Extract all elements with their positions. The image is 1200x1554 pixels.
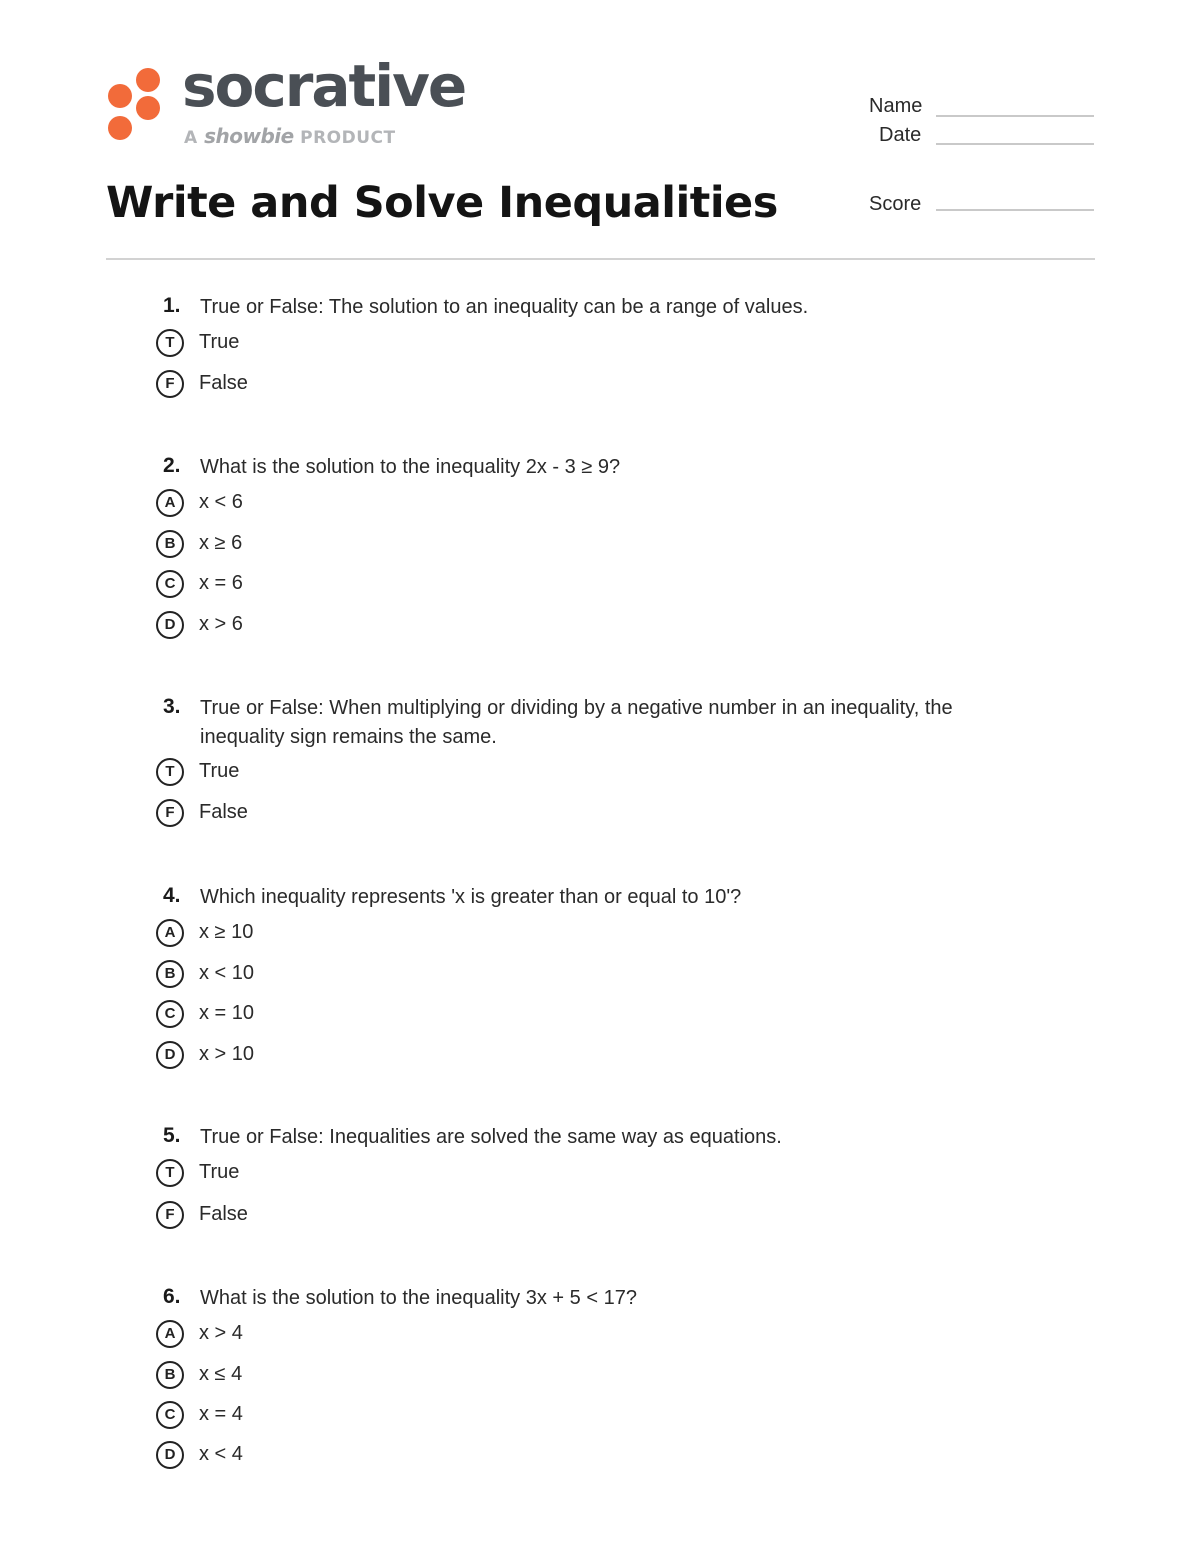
option-label: x ≥ 6 <box>199 532 243 554</box>
option-label: x > 10 <box>199 1043 255 1065</box>
option-label: x > 6 <box>199 613 243 635</box>
question-number: 5. <box>163 1124 181 1147</box>
question-number: 1. <box>163 294 181 317</box>
question-number: 4. <box>163 884 181 907</box>
question-number: 2. <box>163 454 181 477</box>
option-letter-badge[interactable]: B <box>156 960 184 988</box>
question-text: True or False: Inequalities are solved the same way as equations. <box>200 1126 782 1148</box>
question-text: True or False: The solution to an inequality can be a range of values. <box>200 296 809 318</box>
brand-tagline <box>184 124 396 148</box>
option-letter-badge[interactable]: F <box>156 799 184 827</box>
option-label: x ≤ 4 <box>199 1363 243 1385</box>
question-number: 6. <box>163 1285 181 1308</box>
option-letter-badge[interactable]: C <box>156 1000 184 1028</box>
option-letter-badge[interactable]: F <box>156 370 184 398</box>
option-letter-badge[interactable]: A <box>156 489 184 517</box>
question-text: True or False: When multiplying or dividing by a negative number in an inequality, the inequality sign remains the same. <box>200 697 953 748</box>
option-letter-badge[interactable]: C <box>156 1401 184 1429</box>
option-label: True <box>199 331 240 353</box>
tagline-suffix: PRODUCT <box>300 128 396 148</box>
score-label: Score <box>869 193 922 215</box>
option-label: x < 10 <box>199 962 255 984</box>
option-label: x = 4 <box>199 1403 243 1425</box>
score-field[interactable] <box>936 209 1094 211</box>
option-letter-badge[interactable]: D <box>156 1441 184 1469</box>
option-letter-badge[interactable]: D <box>156 1041 184 1069</box>
name-field[interactable] <box>936 115 1094 117</box>
question-text: What is the solution to the inequality 2x - 3 ≥ 9? <box>200 456 621 478</box>
option-letter-badge[interactable]: D <box>156 611 184 639</box>
option-label: False <box>199 372 248 394</box>
tagline-company: showbie <box>204 124 294 148</box>
question-text: Which inequality represents 'x is greater than or equal to 10'? <box>200 886 742 908</box>
option-letter-badge[interactable]: F <box>156 1201 184 1229</box>
question-text: What is the solution to the inequality 3x + 5 < 17? <box>200 1287 637 1309</box>
option-label: x < 4 <box>199 1443 243 1465</box>
header-divider <box>106 258 1095 260</box>
option-label: x ≥ 10 <box>199 921 254 943</box>
name-label: Name <box>869 95 923 117</box>
option-letter-badge[interactable]: B <box>156 1361 184 1389</box>
option-label: False <box>199 1203 248 1225</box>
option-label: True <box>199 1161 240 1183</box>
option-label: False <box>199 801 248 823</box>
option-letter-badge[interactable]: T <box>156 758 184 786</box>
page-title: Write and Solve Inequalities <box>106 178 778 228</box>
option-letter-badge[interactable]: A <box>156 919 184 947</box>
option-label: x < 6 <box>199 491 243 513</box>
option-letter-badge[interactable]: T <box>156 1159 184 1187</box>
option-letter-badge[interactable]: B <box>156 530 184 558</box>
brand-name: socrative <box>182 52 466 120</box>
question-number: 3. <box>163 695 181 718</box>
option-letter-badge[interactable]: T <box>156 329 184 357</box>
option-label: x = 10 <box>199 1002 255 1024</box>
option-label: x > 4 <box>199 1322 243 1344</box>
date-field[interactable] <box>936 143 1094 145</box>
tagline-prefix: A <box>184 128 198 148</box>
option-label: x = 6 <box>199 572 243 594</box>
socrative-logo <box>104 52 466 154</box>
hexagon-cluster-icon <box>104 64 166 146</box>
date-label: Date <box>879 124 922 146</box>
option-letter-badge[interactable]: A <box>156 1320 184 1348</box>
option-letter-badge[interactable]: C <box>156 570 184 598</box>
option-label: True <box>199 760 240 782</box>
